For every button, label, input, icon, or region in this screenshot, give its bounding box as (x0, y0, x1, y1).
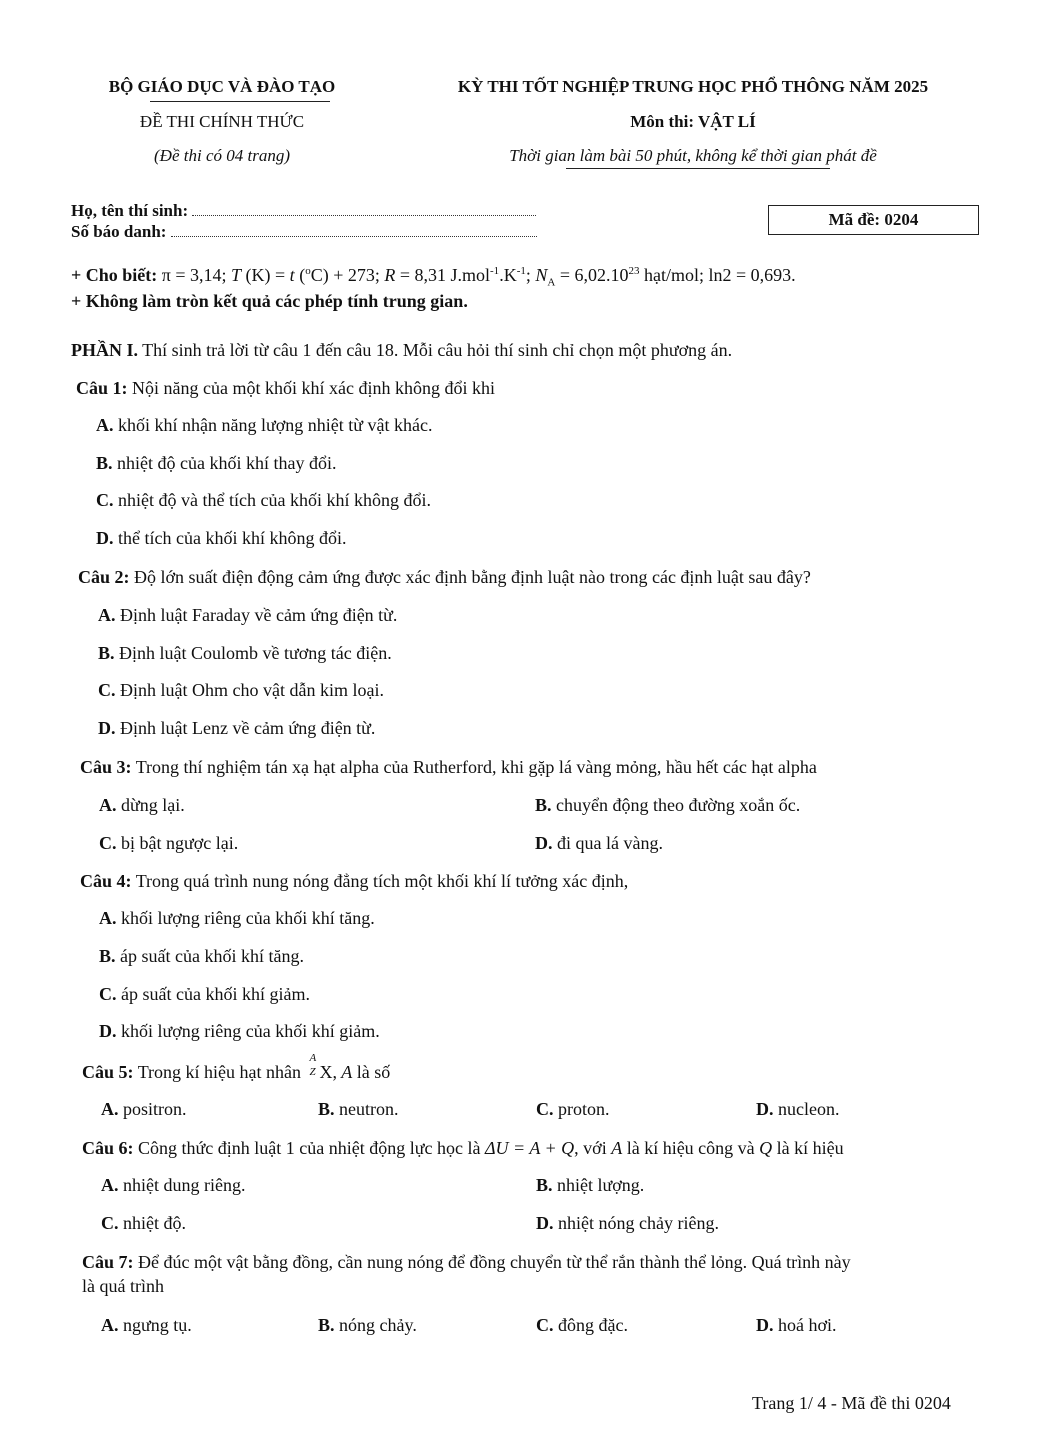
givens-label: + Cho biết: (71, 265, 158, 285)
nuclide-symbol: A Z (309, 1052, 317, 1078)
question-5-stem: Câu 5: Trong kí hiệu hạt nhân A Z X, A là số (82, 1052, 391, 1082)
candidate-name-label: Họ, tên thí sinh: (71, 201, 189, 220)
q2-option-d[interactable]: D. Định luật Lenz về cảm ứng điện từ. (98, 718, 376, 738)
question-2-text: Độ lớn suất điện động cảm ứng được xác định bằng định luật nào trong các định luật sau đây? (129, 567, 811, 587)
question-3-label: Câu 3: (80, 757, 132, 777)
question-4-stem (80, 871, 628, 892)
given-R-exp2: -1 (516, 265, 526, 277)
question-6-stem: Câu 6: Công thức định luật 1 của nhiệt động lực học là ΔU = A + Q, với A là kí hiệu công và Q là kí hiệu (82, 1138, 844, 1158)
given-NA-value: = 6,02.10 (555, 265, 629, 285)
ministry-underline (150, 101, 330, 102)
given-NA-sub: A (547, 276, 556, 289)
q3-option-c[interactable]: C. bị bật ngược lại. (99, 833, 239, 853)
q4-option-b[interactable]: B. áp suất của khối khí tăng. (99, 946, 304, 966)
question-4-text: Trong quá trình nung nóng đẳng tích một khối khí lí tưởng xác định, (131, 871, 629, 891)
given-pi: π = 3,14; (161, 265, 227, 285)
question-1-text: Nội năng của một khối khí xác định không đổi khi (127, 378, 495, 398)
question-1-label: Câu 1: (76, 378, 128, 398)
given-T-eq: (K) = (241, 265, 290, 285)
question-6-label: Câu 6: (82, 1138, 134, 1158)
candidate-id-row (71, 222, 537, 242)
question-2-stem (78, 567, 811, 588)
given-NA-end: hạt/mol; ln2 = 0,693. (639, 265, 796, 285)
given-T-symbol: T (231, 265, 242, 285)
q6-option-c[interactable]: C. nhiệt độ. (101, 1213, 186, 1233)
q3-option-b[interactable]: B. chuyển động theo đường xoắn ốc. (535, 795, 801, 815)
q3-option-d[interactable]: D. đi qua lá vàng. (535, 833, 663, 853)
given-degree: o (305, 265, 311, 277)
q7-option-a[interactable]: A. ngưng tụ. (101, 1315, 192, 1335)
given-R-unit: .K (499, 265, 517, 285)
given-R-exp1: -1 (490, 265, 500, 277)
question-5-text: Trong kí hiệu hạt nhân (133, 1062, 306, 1082)
q1-option-b[interactable]: B. nhiệt độ của khối khí thay đổi. (96, 453, 337, 473)
candidate-name-row (71, 201, 536, 221)
given-t-symbol: t (289, 265, 295, 285)
question-4-label: Câu 4: (80, 871, 132, 891)
subject-line (630, 112, 756, 132)
givens-line (71, 265, 796, 289)
given-NA-symbol: N (535, 265, 548, 285)
part1-label: PHẦN I. (71, 340, 138, 360)
given-T-end: C) + 273; (310, 265, 380, 285)
given-R-value: = 8,31 J.mol (395, 265, 491, 285)
given-NA-exp: 23 (628, 265, 640, 277)
ministry-name: BỘ GIÁO DỤC VÀ ĐÀO TẠO (108, 77, 336, 96)
q6-option-a[interactable]: A. nhiệt dung riêng. (101, 1175, 246, 1195)
question-3-text: Trong thí nghiệm tán xạ hạt alpha của Rutherford, khi gặp lá vàng mỏng, hầu hết các hạt alpha (131, 757, 817, 777)
q6-option-b[interactable]: B. nhiệt lượng. (536, 1175, 645, 1195)
part1-text: Thí sinh trả lời từ câu 1 đến câu 18. Mỗi câu hỏi thí sinh chỉ chọn một phương án. (138, 340, 733, 360)
question-1-stem (76, 378, 495, 399)
given-R-end: ; (525, 265, 531, 285)
candidate-id-label: Số báo danh: (71, 222, 167, 241)
q5-option-d[interactable]: D. nucleon. (756, 1099, 840, 1119)
time-note: Thời gian làm bài 50 phút, không kể thời gian phát đề (509, 146, 877, 165)
subject-label: Môn thi: (630, 112, 698, 131)
q7-option-c[interactable]: C. đông đặc. (536, 1315, 628, 1335)
q7-option-b[interactable]: B. nóng chảy. (318, 1315, 417, 1335)
given-T-paren: ( (294, 265, 306, 285)
question-5-label: Câu 5: (82, 1062, 134, 1082)
q5-option-a[interactable]: A. positron. (101, 1099, 187, 1119)
official-label: ĐỀ THI CHÍNH THỨC (139, 112, 305, 131)
q2-option-a[interactable]: A. Định luật Faraday về cảm ứng điện từ. (98, 605, 398, 625)
subject-name: VẬT LÍ (697, 112, 756, 131)
given-R-symbol: R (384, 265, 396, 285)
pages-note: (Đề thi có 04 trang) (154, 146, 290, 165)
q7-option-d[interactable]: D. hoá hơi. (756, 1315, 837, 1335)
time-underline (566, 168, 830, 169)
q3-option-a[interactable]: A. dừng lại. (99, 795, 185, 815)
part1-instruction (71, 340, 732, 361)
question-7-stem-cont: là quá trình (82, 1276, 164, 1296)
exam-code-box (768, 205, 979, 235)
exam-title: KỲ THI TỐT NGHIỆP TRUNG HỌC PHỔ THÔNG NĂM 2025 (457, 77, 929, 96)
q2-option-c[interactable]: C. Định luật Ohm cho vật dẫn kim loại. (98, 680, 384, 700)
candidate-name-field[interactable] (192, 203, 536, 216)
q5-option-c[interactable]: C. proton. (536, 1099, 610, 1119)
q2-option-b[interactable]: B. Định luật Coulomb về tương tác điện. (98, 643, 392, 663)
exam-code: Mã đề: 0204 (828, 210, 919, 229)
q1-option-a[interactable]: A. khối khí nhận năng lượng nhiệt từ vật khác. (96, 415, 433, 435)
q5-option-b[interactable]: B. neutron. (318, 1099, 399, 1119)
question-3-stem (80, 757, 817, 778)
question-7-stem: Câu 7: Để đúc một vật bằng đồng, cần nung nóng để đồng chuyển từ thể rắn thành thể lỏng. Quá trình này (82, 1252, 851, 1272)
rounding-note: + Không làm tròn kết quả các phép tính trung gian. (71, 291, 468, 311)
q4-option-c[interactable]: C. áp suất của khối khí giảm. (99, 984, 310, 1004)
first-law-formula: ΔU = A + Q (484, 1138, 575, 1158)
page-footer: Trang 1/ 4 - Mã đề thi 0204 (752, 1393, 951, 1413)
question-7-label: Câu 7: (82, 1252, 134, 1272)
candidate-id-field[interactable] (171, 224, 537, 237)
q6-option-d[interactable]: D. nhiệt nóng chảy riêng. (536, 1213, 719, 1233)
q4-option-d[interactable]: D. khối lượng riêng của khối khí giảm. (99, 1021, 380, 1041)
q1-option-c[interactable]: C. nhiệt độ và thể tích của khối khí không đổi. (96, 490, 431, 510)
q1-option-d[interactable]: D. thể tích của khối khí không đổi. (96, 528, 347, 548)
q4-option-a[interactable]: A. khối lượng riêng của khối khí tăng. (99, 908, 375, 928)
question-2-label: Câu 2: (78, 567, 130, 587)
